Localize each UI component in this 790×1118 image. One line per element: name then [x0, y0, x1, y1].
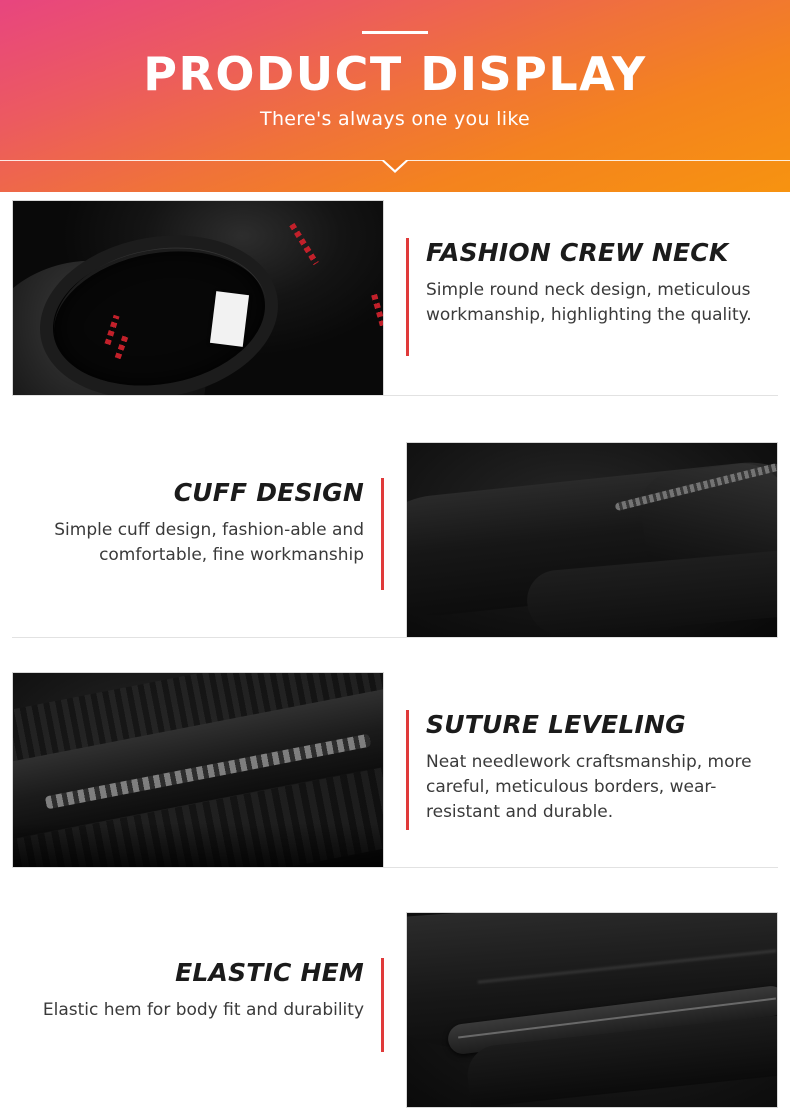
accent-bar	[381, 958, 384, 1052]
header-divider-line	[362, 31, 428, 34]
feature-description: Neat needlework craftsmanship, more careful, meticulous borders, wear-resistant and durable.	[426, 752, 752, 822]
feature-row-3	[0, 672, 790, 868]
accent-bar	[381, 478, 384, 590]
feature-row-1	[0, 200, 790, 396]
feature-title: SUTURE LEVELING	[426, 710, 686, 739]
accent-bar	[406, 238, 409, 356]
page-subtitle: There's always one you like	[260, 108, 530, 130]
feature-title: ELASTIC HEM	[175, 958, 364, 987]
feature-text-1	[406, 238, 764, 328]
feature-title: FASHION CREW NECK	[426, 238, 729, 267]
feature-description: Elastic hem for body fit and durability	[42, 1000, 364, 1020]
feature-description: Simple cuff design, fashion-able and comfortable, fine workmanship	[54, 520, 364, 565]
page-header	[0, 0, 790, 192]
feature-text-4	[26, 958, 384, 1023]
feature-row-4	[0, 912, 790, 1108]
cuff-photo	[406, 442, 778, 638]
crew-neck-photo	[12, 200, 384, 396]
hem-photo	[406, 912, 778, 1108]
row-divider	[12, 395, 778, 396]
accent-bar	[406, 710, 409, 830]
page-title: PRODUCT DISPLAY	[143, 47, 647, 101]
row-divider	[12, 637, 778, 638]
feature-title: CUFF DESIGN	[173, 478, 364, 507]
feature-text-2	[26, 478, 384, 568]
feature-row-2	[0, 442, 790, 638]
chevron-down-icon-inner	[384, 160, 406, 170]
feature-description: Simple round neck design, meticulous workmanship, highlighting the quality.	[426, 280, 752, 325]
row-divider	[12, 867, 778, 868]
suture-photo	[12, 672, 384, 868]
garment-label-tag	[210, 291, 249, 347]
feature-text-3	[406, 710, 764, 825]
